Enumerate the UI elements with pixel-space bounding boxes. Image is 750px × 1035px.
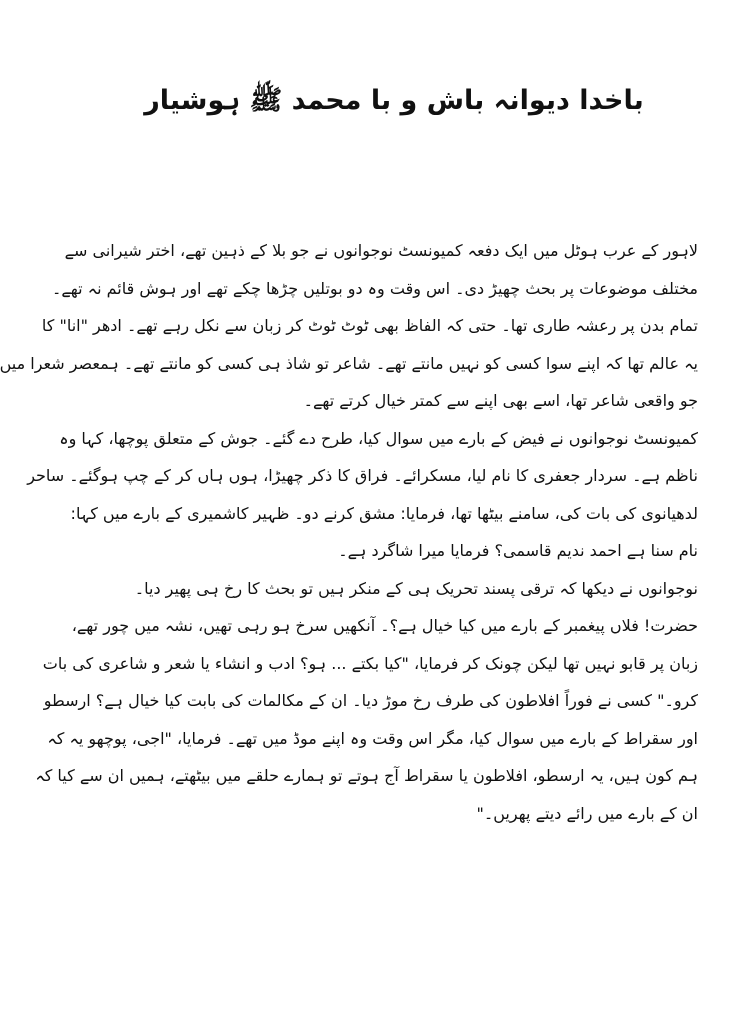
- text-line: زبان پر قابو نہیں تھا لیکن چونک کر فرمایا، "کیا بکتے ... ہو؟ ادب و انشاء یا شعر و شاعری کی بات: [42, 653, 698, 673]
- text-line: کمیونسٹ نوجوانوں نے فیض کے بارے میں سوال کیا، طرح دے گئے۔ جوش کے متعلق پوچھا، کہا وہ: [59, 428, 698, 448]
- text-line: ناظم ہے۔ سردار جعفری کا نام لیا، مسکرائے۔ فراق کا ذکر چھیڑا، ہوں ہاں کر کے چپ ہوگئے۔ ساحر: [27, 466, 698, 485]
- text-line: تمام بدن پر رعشہ طاری تھا۔ حتی کہ الفاظ بھی ٹوٹ ٹوٹ کر زبان سے نکل رہے تھے۔ ادھر "انا" کا: [41, 316, 698, 335]
- text-line: یہ عالم تھا کہ اپنے سوا کسی کو نہیں مانتے تھے۔ شاعر تو شاذ ہی کسی کو مانتے تھے۔ ہمعصر شعرا میں: [0, 353, 698, 373]
- text-line: لدھیانوی کی بات کی، سامنے بیٹھا تھا، فرمایا: مشق کرنے دو۔ ظہیر کاشمیری کے بارے میں کہا:: [70, 503, 698, 523]
- text-line: لاہور کے عرب ہوٹل میں ایک دفعہ کمیونسٹ نوجوانوں نے جو بلا کے ذہین تھے، اختر شیرانی سے: [64, 241, 698, 260]
- page-title: باخدا دیوانہ باش و با محمد ﷺ ہوشیار: [144, 85, 644, 116]
- text-line: ان کے بارے میں رائے دیتے پھریں۔": [476, 803, 698, 823]
- article-body: [0, 232, 698, 832]
- text-line: مختلف موضوعات پر بحث چھیڑ دی۔ اس وقت وہ دو بوتلیں چڑھا چکے تھے اور ہوش قائم نہ تھے۔: [52, 278, 698, 298]
- text-line: نوجوانوں نے دیکھا کہ ترقی پسند تحریک ہی کے منکر ہیں تو بحث کا رخ ہی پھیر دیا۔: [134, 578, 698, 598]
- text-line: اور سقراط کے بارے میں سوال کیا، مگر اس وقت وہ اپنے موڈ میں تھے۔ فرمایا، "اجی، پوچھو یہ کہ: [47, 728, 698, 748]
- text-line: حضرت! فلاں پیغمبر کے بارے میں کیا خیال ہے؟۔ آنکھیں سرخ ہو رہی تھیں، نشہ میں چور تھے،: [71, 616, 698, 635]
- text-line: کرو۔" کسی نے فوراً افلاطون کی طرف رخ موڑ دیا۔ ان کے مکالمات کی بابت کیا خیال ہے؟ ارسطو: [43, 691, 698, 710]
- text-line: نام سنا ہے احمد ندیم قاسمی؟ فرمایا میرا شاگرد ہے۔: [338, 541, 698, 560]
- text-line: جو واقعی شاعر تھا، اسے بھی اپنے سے کمتر خیال کرتے تھے۔: [303, 391, 698, 410]
- text-line: ہم کون ہیں، یہ ارسطو، افلاطون یا سقراط آج ہوتے تو ہمارے حلقے میں بیٹھتے، ہمیں ان سے کیا کہ: [35, 766, 698, 785]
